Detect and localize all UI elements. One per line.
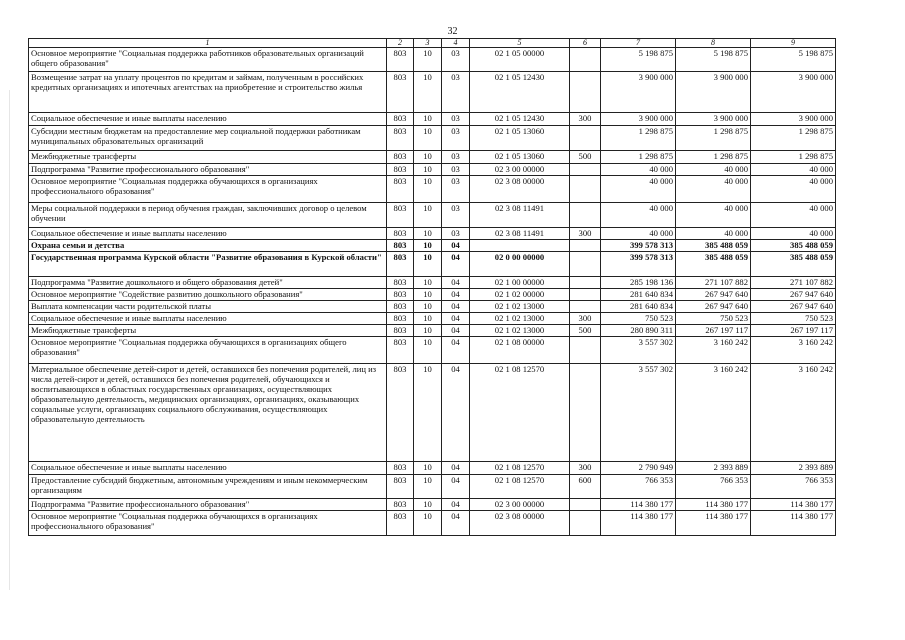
amount-cell: 281 640 834 xyxy=(601,301,676,313)
subsection-code-cell: 03 xyxy=(442,164,470,176)
scan-edge xyxy=(9,90,10,590)
item-name-cell: Основное мероприятие "Социальная поддержка работников образовательных организаций общего образования" xyxy=(29,48,387,72)
table-row xyxy=(29,203,836,228)
item-name-cell: Основное мероприятие "Социальная поддержка обучающихся в организациях профессионального образования" xyxy=(29,511,387,536)
amount-cell: 3 900 000 xyxy=(601,113,676,126)
ministry-code-cell: 803 xyxy=(387,499,414,511)
expense-type-cell: 300 xyxy=(570,313,601,325)
amount-cell: 40 000 xyxy=(676,164,751,176)
amount-cell: 750 523 xyxy=(751,313,836,325)
amount-cell: 1 298 875 xyxy=(676,126,751,151)
expense-type-cell xyxy=(570,176,601,203)
amount-cell: 267 947 640 xyxy=(676,289,751,301)
amount-cell: 766 353 xyxy=(676,475,751,499)
subsection-code-cell: 03 xyxy=(442,48,470,72)
item-name-cell: Возмещение затрат на уплату процентов по кредитам и займам, полученным в российских кредитных организациях и ипотечных агентствах на приобретение и строительство жилья xyxy=(29,72,387,113)
expense-type-cell: 600 xyxy=(570,475,601,499)
expense-type-cell: 500 xyxy=(570,151,601,164)
section-code-cell: 10 xyxy=(414,462,442,475)
subsection-code-cell: 04 xyxy=(442,325,470,337)
amount-cell: 750 523 xyxy=(601,313,676,325)
table-row xyxy=(29,499,836,511)
section-code-cell: 10 xyxy=(414,337,442,364)
ministry-code-cell: 803 xyxy=(387,72,414,113)
section-code-cell: 10 xyxy=(414,126,442,151)
amount-cell: 40 000 xyxy=(676,228,751,240)
amount-cell: 766 353 xyxy=(601,475,676,499)
header-cell: 1 xyxy=(29,39,387,48)
amount-cell: 385 488 059 xyxy=(751,252,836,277)
page-number: 32 xyxy=(447,26,458,37)
ministry-code-cell: 803 xyxy=(387,228,414,240)
ministry-code-cell: 803 xyxy=(387,337,414,364)
item-name-cell: Охрана семьи и детства xyxy=(29,240,387,252)
amount-cell: 3 160 242 xyxy=(751,364,836,462)
amount-cell: 114 380 177 xyxy=(601,511,676,536)
header-cell: 5 xyxy=(470,39,570,48)
amount-cell: 3 900 000 xyxy=(676,113,751,126)
expense-type-cell xyxy=(570,164,601,176)
target-article-cell: 02 3 08 00000 xyxy=(470,511,570,536)
amount-cell: 1 298 875 xyxy=(601,151,676,164)
table-row xyxy=(29,289,836,301)
table-row xyxy=(29,228,836,240)
subsection-code-cell: 04 xyxy=(442,289,470,301)
amount-cell: 399 578 313 xyxy=(601,240,676,252)
subsection-code-cell: 03 xyxy=(442,176,470,203)
amount-cell: 1 298 875 xyxy=(601,126,676,151)
amount-cell: 40 000 xyxy=(751,203,836,228)
expense-type-cell: 500 xyxy=(570,325,601,337)
table-row xyxy=(29,462,836,475)
item-name-cell: Подпрограмма "Развитие профессионального образования" xyxy=(29,164,387,176)
item-name-cell: Предоставление субсидий бюджетным, автономным учреждениям и иным некоммерческим организациям xyxy=(29,475,387,499)
ministry-code-cell: 803 xyxy=(387,203,414,228)
item-name-cell: Основное мероприятие "Содействие развитию дошкольного образования" xyxy=(29,289,387,301)
expense-type-cell xyxy=(570,301,601,313)
item-name-cell: Государственная программа Курской области "Развитие образования в Курской области" xyxy=(29,252,387,277)
amount-cell: 40 000 xyxy=(601,176,676,203)
item-name-cell: Социальное обеспечение и иные выплаты населению xyxy=(29,313,387,325)
amount-cell: 114 380 177 xyxy=(676,499,751,511)
table-row xyxy=(29,301,836,313)
amount-cell: 5 198 875 xyxy=(601,48,676,72)
section-code-cell: 10 xyxy=(414,511,442,536)
table-row xyxy=(29,151,836,164)
section-code-cell: 10 xyxy=(414,475,442,499)
ministry-code-cell: 803 xyxy=(387,475,414,499)
section-code-cell: 10 xyxy=(414,499,442,511)
ministry-code-cell: 803 xyxy=(387,176,414,203)
amount-cell: 2 393 889 xyxy=(676,462,751,475)
amount-cell: 3 900 000 xyxy=(751,72,836,113)
ministry-code-cell: 803 xyxy=(387,325,414,337)
amount-cell: 5 198 875 xyxy=(676,48,751,72)
section-code-cell: 10 xyxy=(414,325,442,337)
amount-cell: 2 393 889 xyxy=(751,462,836,475)
ministry-code-cell: 803 xyxy=(387,289,414,301)
budget-table xyxy=(28,38,836,536)
header-cell: 9 xyxy=(751,39,836,48)
section-code-cell: 10 xyxy=(414,72,442,113)
table-row xyxy=(29,337,836,364)
target-article-cell: 02 3 08 00000 xyxy=(470,176,570,203)
section-code-cell: 10 xyxy=(414,228,442,240)
header-cell: 2 xyxy=(387,39,414,48)
amount-cell: 267 197 117 xyxy=(676,325,751,337)
amount-cell: 3 900 000 xyxy=(601,72,676,113)
table-row xyxy=(29,325,836,337)
item-name-cell: Выплата компенсации части родительской платы xyxy=(29,301,387,313)
target-article-cell: 02 1 02 13000 xyxy=(470,313,570,325)
amount-cell: 271 107 882 xyxy=(676,277,751,289)
subsection-code-cell: 04 xyxy=(442,301,470,313)
item-name-cell: Межбюджетные трансферты xyxy=(29,151,387,164)
target-article-cell: 02 1 08 12570 xyxy=(470,462,570,475)
item-name-cell: Подпрограмма "Развитие профессионального образования" xyxy=(29,499,387,511)
target-article-cell: 02 1 08 12570 xyxy=(470,475,570,499)
target-article-cell: 02 1 08 12570 xyxy=(470,364,570,462)
ministry-code-cell: 803 xyxy=(387,151,414,164)
amount-cell: 766 353 xyxy=(751,475,836,499)
amount-cell: 40 000 xyxy=(751,176,836,203)
table-row xyxy=(29,252,836,277)
header-cell: 4 xyxy=(442,39,470,48)
amount-cell: 1 298 875 xyxy=(751,151,836,164)
expense-type-cell xyxy=(570,252,601,277)
amount-cell: 285 198 136 xyxy=(601,277,676,289)
target-article-cell: 02 1 02 00000 xyxy=(470,289,570,301)
subsection-code-cell: 03 xyxy=(442,72,470,113)
ministry-code-cell: 803 xyxy=(387,511,414,536)
section-code-cell: 10 xyxy=(414,364,442,462)
target-article-cell: 02 1 02 13000 xyxy=(470,325,570,337)
amount-cell: 40 000 xyxy=(751,164,836,176)
target-article-cell xyxy=(470,240,570,252)
target-article-cell: 02 0 00 00000 xyxy=(470,252,570,277)
expense-type-cell xyxy=(570,511,601,536)
amount-cell: 750 523 xyxy=(676,313,751,325)
amount-cell: 3 900 000 xyxy=(751,113,836,126)
expense-type-cell xyxy=(570,126,601,151)
table-row xyxy=(29,164,836,176)
ministry-code-cell: 803 xyxy=(387,462,414,475)
header-row xyxy=(29,39,836,48)
table-row xyxy=(29,364,836,462)
header-cell: 3 xyxy=(414,39,442,48)
table-row xyxy=(29,113,836,126)
amount-cell: 267 947 640 xyxy=(676,301,751,313)
amount-cell: 40 000 xyxy=(601,203,676,228)
target-article-cell: 02 1 00 00000 xyxy=(470,277,570,289)
amount-cell: 114 380 177 xyxy=(751,499,836,511)
amount-cell: 114 380 177 xyxy=(751,511,836,536)
expense-type-cell xyxy=(570,337,601,364)
ministry-code-cell: 803 xyxy=(387,240,414,252)
ministry-code-cell: 803 xyxy=(387,126,414,151)
target-article-cell: 02 3 00 00000 xyxy=(470,499,570,511)
ministry-code-cell: 803 xyxy=(387,252,414,277)
section-code-cell: 10 xyxy=(414,252,442,277)
amount-cell: 1 298 875 xyxy=(751,126,836,151)
item-name-cell: Социальное обеспечение и иные выплаты населению xyxy=(29,228,387,240)
expense-type-cell: 300 xyxy=(570,462,601,475)
section-code-cell: 10 xyxy=(414,277,442,289)
amount-cell: 267 947 640 xyxy=(751,301,836,313)
section-code-cell: 10 xyxy=(414,113,442,126)
amount-cell: 3 557 302 xyxy=(601,364,676,462)
item-name-cell: Основное мероприятие "Социальная поддержка обучающихся в организациях профессионального образования" xyxy=(29,176,387,203)
subsection-code-cell: 04 xyxy=(442,364,470,462)
amount-cell: 40 000 xyxy=(751,228,836,240)
ministry-code-cell: 803 xyxy=(387,48,414,72)
expense-type-cell xyxy=(570,277,601,289)
table-row xyxy=(29,126,836,151)
expense-type-cell xyxy=(570,289,601,301)
expense-type-cell: 300 xyxy=(570,228,601,240)
target-article-cell: 02 1 05 12430 xyxy=(470,113,570,126)
header-cell: 8 xyxy=(676,39,751,48)
target-article-cell: 02 3 00 00000 xyxy=(470,164,570,176)
amount-cell: 385 488 059 xyxy=(751,240,836,252)
item-name-cell: Социальное обеспечение и иные выплаты населению xyxy=(29,462,387,475)
ministry-code-cell: 803 xyxy=(387,313,414,325)
subsection-code-cell: 03 xyxy=(442,113,470,126)
subsection-code-cell: 03 xyxy=(442,203,470,228)
subsection-code-cell: 04 xyxy=(442,277,470,289)
amount-cell: 114 380 177 xyxy=(676,511,751,536)
amount-cell: 267 197 117 xyxy=(751,325,836,337)
item-name-cell: Материальное обеспечение детей-сирот и детей, оставшихся без попечения родителей, лиц из числа детей-сирот и детей, оставшихся без попечения родителей, обучающихся и воспитывающихся в областных государственных организациях, осуществляющих образовательную деятельность, медицинских организациях, организациях, оказывающих социальные услуги, организациях социального обслуживания, осуществляющих образовательную деятельность xyxy=(29,364,387,462)
section-code-cell: 10 xyxy=(414,164,442,176)
expense-type-cell xyxy=(570,203,601,228)
target-article-cell: 02 1 05 12430 xyxy=(470,72,570,113)
item-name-cell: Основное мероприятие "Социальная поддержка обучающихся в организациях общего образования" xyxy=(29,337,387,364)
target-article-cell: 02 1 02 13000 xyxy=(470,301,570,313)
section-code-cell: 10 xyxy=(414,203,442,228)
item-name-cell: Субсидии местным бюджетам на предоставление мер социальной поддержки работникам муниципальных образовательных организаций xyxy=(29,126,387,151)
amount-cell: 385 488 059 xyxy=(676,240,751,252)
subsection-code-cell: 04 xyxy=(442,475,470,499)
amount-cell: 271 107 882 xyxy=(751,277,836,289)
table-row xyxy=(29,176,836,203)
expense-type-cell xyxy=(570,48,601,72)
amount-cell: 2 790 949 xyxy=(601,462,676,475)
section-code-cell: 10 xyxy=(414,48,442,72)
subsection-code-cell: 03 xyxy=(442,151,470,164)
amount-cell: 1 298 875 xyxy=(676,151,751,164)
amount-cell: 3 557 302 xyxy=(601,337,676,364)
expense-type-cell xyxy=(570,499,601,511)
target-article-cell: 02 3 08 11491 xyxy=(470,203,570,228)
subsection-code-cell: 04 xyxy=(442,337,470,364)
amount-cell: 40 000 xyxy=(676,176,751,203)
table-row xyxy=(29,72,836,113)
subsection-code-cell: 04 xyxy=(442,313,470,325)
amount-cell: 5 198 875 xyxy=(751,48,836,72)
amount-cell: 399 578 313 xyxy=(601,252,676,277)
amount-cell: 3 160 242 xyxy=(676,364,751,462)
target-article-cell: 02 1 05 00000 xyxy=(470,48,570,72)
table-row xyxy=(29,511,836,536)
target-article-cell: 02 3 08 11491 xyxy=(470,228,570,240)
ministry-code-cell: 803 xyxy=(387,301,414,313)
section-code-cell: 10 xyxy=(414,301,442,313)
amount-cell: 3 160 242 xyxy=(751,337,836,364)
amount-cell: 3 900 000 xyxy=(676,72,751,113)
section-code-cell: 10 xyxy=(414,151,442,164)
table-row xyxy=(29,48,836,72)
header-cell: 6 xyxy=(570,39,601,48)
amount-cell: 385 488 059 xyxy=(676,252,751,277)
expense-type-cell xyxy=(570,72,601,113)
amount-cell: 114 380 177 xyxy=(601,499,676,511)
amount-cell: 280 890 311 xyxy=(601,325,676,337)
target-article-cell: 02 1 05 13060 xyxy=(470,126,570,151)
table-row xyxy=(29,240,836,252)
ministry-code-cell: 803 xyxy=(387,164,414,176)
header-cell: 7 xyxy=(601,39,676,48)
expense-type-cell xyxy=(570,364,601,462)
section-code-cell: 10 xyxy=(414,289,442,301)
subsection-code-cell: 03 xyxy=(442,126,470,151)
item-name-cell: Меры социальной поддержки в период обучения граждан, заключивших договор о целевом обучении xyxy=(29,203,387,228)
amount-cell: 267 947 640 xyxy=(751,289,836,301)
section-code-cell: 10 xyxy=(414,176,442,203)
amount-cell: 40 000 xyxy=(601,228,676,240)
subsection-code-cell: 04 xyxy=(442,499,470,511)
expense-type-cell: 300 xyxy=(570,113,601,126)
expense-type-cell xyxy=(570,240,601,252)
subsection-code-cell: 04 xyxy=(442,240,470,252)
item-name-cell: Подпрограмма "Развитие дошкольного и общего образования детей" xyxy=(29,277,387,289)
subsection-code-cell: 04 xyxy=(442,511,470,536)
section-code-cell: 10 xyxy=(414,240,442,252)
ministry-code-cell: 803 xyxy=(387,364,414,462)
amount-cell: 40 000 xyxy=(676,203,751,228)
amount-cell: 40 000 xyxy=(601,164,676,176)
table-row xyxy=(29,313,836,325)
amount-cell: 3 160 242 xyxy=(676,337,751,364)
target-article-cell: 02 1 05 13060 xyxy=(470,151,570,164)
amount-cell: 281 640 834 xyxy=(601,289,676,301)
subsection-code-cell: 04 xyxy=(442,462,470,475)
item-name-cell: Межбюджетные трансферты xyxy=(29,325,387,337)
item-name-cell: Социальное обеспечение и иные выплаты населению xyxy=(29,113,387,126)
target-article-cell: 02 1 08 00000 xyxy=(470,337,570,364)
table-row xyxy=(29,475,836,499)
subsection-code-cell: 03 xyxy=(442,228,470,240)
table-row xyxy=(29,277,836,289)
ministry-code-cell: 803 xyxy=(387,277,414,289)
ministry-code-cell: 803 xyxy=(387,113,414,126)
subsection-code-cell: 04 xyxy=(442,252,470,277)
section-code-cell: 10 xyxy=(414,313,442,325)
